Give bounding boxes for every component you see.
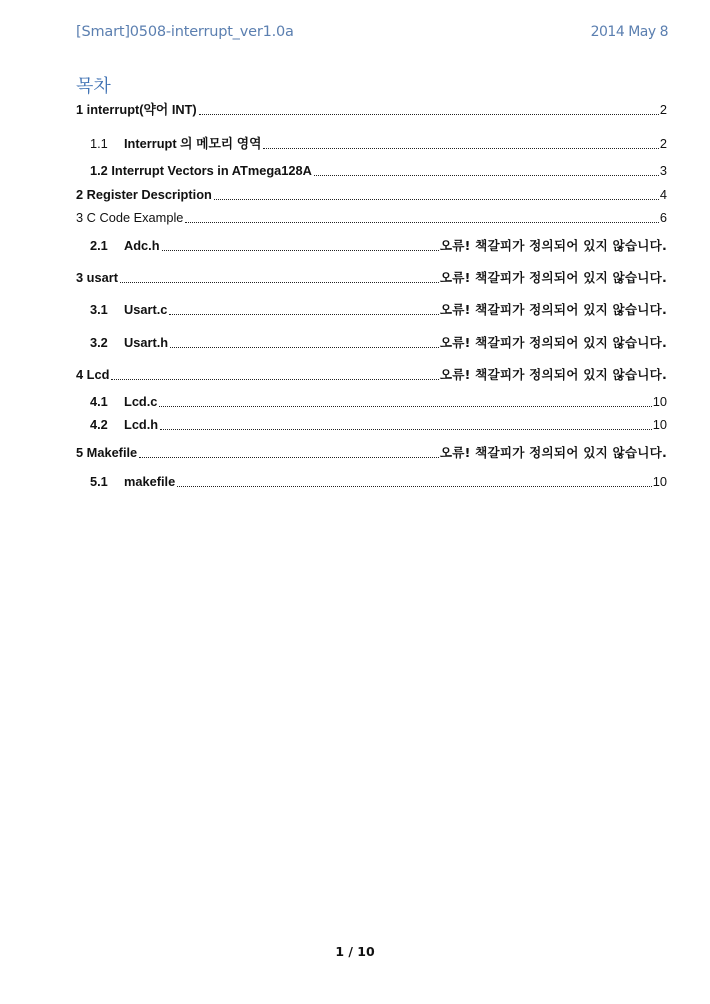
toc-entry-label: makefile <box>124 474 176 489</box>
toc-entry-label: 5 Makefile <box>76 445 138 460</box>
toc-entry-adc-h[interactable] <box>90 236 667 254</box>
toc-entry-label: 2 Register Description <box>76 187 212 202</box>
toc-entry-label: 1.2 Interrupt Vectors in ATmega128A <box>90 163 312 178</box>
bookmark-error-text: 오류! 책갈피가 정의되어 있지 않습니다. <box>439 270 667 285</box>
toc-entry-usart-c[interactable] <box>90 300 667 318</box>
toc-entry-page: 4 <box>659 187 667 202</box>
toc-leader-dots <box>160 427 652 430</box>
toc-entry-page: 6 <box>659 210 667 225</box>
toc-leader-dots <box>139 455 439 458</box>
toc-entry-usart[interactable] <box>76 268 667 286</box>
toc-leader-dots <box>185 220 658 223</box>
toc-entry-page: 10 <box>652 474 667 489</box>
toc-entry-label: 3 C Code Example <box>76 210 184 225</box>
toc-entry-number: 1.1 <box>90 136 108 151</box>
toc-leader-dots <box>314 173 659 176</box>
bookmark-error-text: 오류! 책갈피가 정의되어 있지 않습니다. <box>439 238 667 253</box>
toc-entry-page: 3 <box>659 163 667 178</box>
toc-entry-page: 2 <box>659 102 667 117</box>
toc-entry-label: Usart.c <box>124 302 168 317</box>
toc-entry-number: 3.2 <box>90 335 108 350</box>
toc-entry-number: 4.2 <box>90 417 108 432</box>
toc-entry-register-description[interactable] <box>76 185 667 203</box>
bookmark-error-text: 오류! 책갈피가 정의되어 있지 않습니다. <box>439 335 667 350</box>
toc-entry-number: 5.1 <box>90 474 108 489</box>
toc-entry-label: Interrupt 의 메모리 영역 <box>124 136 262 151</box>
toc-entry-label: 4 Lcd <box>76 367 110 382</box>
toc-entry-label: Lcd.h <box>124 417 159 432</box>
toc-entry-label: Lcd.c <box>124 394 158 409</box>
page-header <box>76 24 668 44</box>
toc-entry-c-code-example[interactable] <box>76 208 667 226</box>
toc-entry-number: 4.1 <box>90 394 108 409</box>
toc-entry-label: Usart.h <box>124 335 169 350</box>
toc-entry-interrupt-vectors[interactable] <box>90 161 667 179</box>
toc-leader-dots <box>199 112 659 115</box>
toc-entry-page: 10 <box>652 417 667 432</box>
toc-entry-label: Adc.h <box>124 238 160 253</box>
toc-leader-dots <box>169 312 438 315</box>
toc-entry-label: 1 interrupt(약어 INT) <box>76 102 197 117</box>
toc-leader-dots <box>214 197 659 200</box>
toc-entry-usart-h[interactable] <box>90 333 667 351</box>
toc-entry-number: 2.1 <box>90 238 108 253</box>
toc-leader-dots <box>111 377 438 380</box>
bookmark-error-text: 오류! 책갈피가 정의되어 있지 않습니다. <box>439 302 667 317</box>
toc-entry-interrupt[interactable] <box>76 100 667 118</box>
toc-leader-dots <box>170 345 439 348</box>
toc-entry-lcd[interactable] <box>76 365 667 383</box>
toc-leader-dots <box>162 248 439 251</box>
bookmark-error-text: 오류! 책갈피가 정의되어 있지 않습니다. <box>439 445 667 460</box>
toc-entry-lcd-h[interactable] <box>90 415 667 433</box>
toc-leader-dots <box>263 146 658 149</box>
toc-leader-dots <box>120 280 439 283</box>
document-title: [Smart]0508-interrupt_ver1.0a <box>76 24 294 40</box>
toc-entry-makefile-sub[interactable] <box>90 472 667 490</box>
toc-leader-dots <box>177 484 652 487</box>
toc-entry-page: 2 <box>659 136 667 151</box>
bookmark-error-text: 오류! 책갈피가 정의되어 있지 않습니다. <box>439 367 667 382</box>
toc-entry-lcd-c[interactable] <box>90 392 667 410</box>
toc-entry-label: 3 usart <box>76 270 118 285</box>
toc-entry-number: 3.1 <box>90 302 108 317</box>
toc-entry-page: 10 <box>652 394 667 409</box>
toc-heading: 목차 <box>76 76 111 97</box>
page-number: 1 / 10 <box>335 944 375 959</box>
toc-entry-interrupt-memory[interactable] <box>90 134 667 152</box>
toc-leader-dots <box>159 404 651 407</box>
toc-entry-makefile[interactable] <box>76 443 667 461</box>
document-date: 2014 May 8 <box>590 24 668 40</box>
